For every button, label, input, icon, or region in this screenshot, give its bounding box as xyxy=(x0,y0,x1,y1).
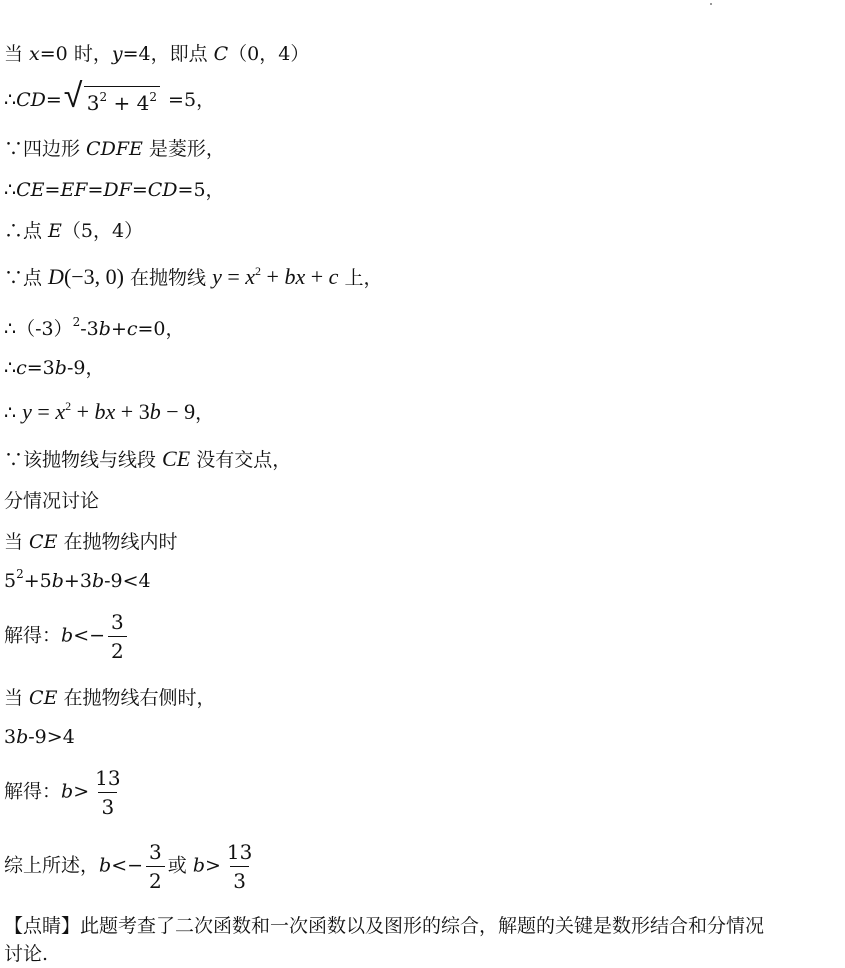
fraction-3-2-b: $\frac{3}{2}$ xyxy=(146,840,165,893)
line-16: 3b-9>4 xyxy=(4,726,75,748)
line-13: $5^2+5b+3b-9<4$ xyxy=(4,567,151,592)
line-7: $\therefore(-3)^2-3b+c=0$， xyxy=(4,315,185,340)
fraction-13-3-b: $\frac{13}{3}$ xyxy=(226,840,253,893)
fraction-13-3: $\frac{13}{3}$ xyxy=(95,766,121,819)
line-20-comment-end: 讨论. xyxy=(4,943,49,965)
line-2-cd-length: ∴CD= √ $3^2 + 4^2 =5$， xyxy=(4,76,216,116)
line-18-conclusion: 综上所述，b<− $\frac{3}{2}$ 或 b> $\frac{13}{3}$ xyxy=(4,840,258,893)
line-8: ∴c=3b-9， xyxy=(4,357,105,379)
line-1: 当 x=0 时，y=4，即点 C（0，4） xyxy=(4,43,310,65)
line-4: ∴CE=EF=DF=CD=5， xyxy=(4,179,225,201)
line-19-comment: 【点睛】此题考查了二次函数和一次函数以及图形的综合，解题的关键是数形结合和分情况 xyxy=(4,915,765,937)
line-3: ∵四边形 CDFE 是菱形， xyxy=(4,138,225,160)
line-14-solution-1: 解得：b<− $\frac{3}{2}$ xyxy=(4,610,130,663)
scan-dot xyxy=(710,3,712,5)
sqrt-expression: √ $3^2 + 4^2$ xyxy=(64,91,160,116)
line-5: ∴点 E（5，4） xyxy=(4,220,144,242)
line-9: ∴ $y = x^2$ + bx + 3b − 9， xyxy=(4,399,215,424)
line-15: 当 CE 在抛物线右侧时， xyxy=(4,687,216,709)
line-11: 分情况讨论 xyxy=(4,490,100,512)
line-6: ∵点 D(−3, 0) 在抛物线 $y = x^2$ + bx + c 上， xyxy=(4,264,383,289)
fraction-3-2: $\frac{3}{2}$ xyxy=(108,610,127,663)
line-12: 当 CE 在抛物线内时 xyxy=(4,531,178,553)
line-10: ∵该抛物线与线段 CE 没有交点， xyxy=(4,446,292,471)
line-17-solution-2: 解得：b> $\frac{13}{3}$ xyxy=(4,766,127,819)
